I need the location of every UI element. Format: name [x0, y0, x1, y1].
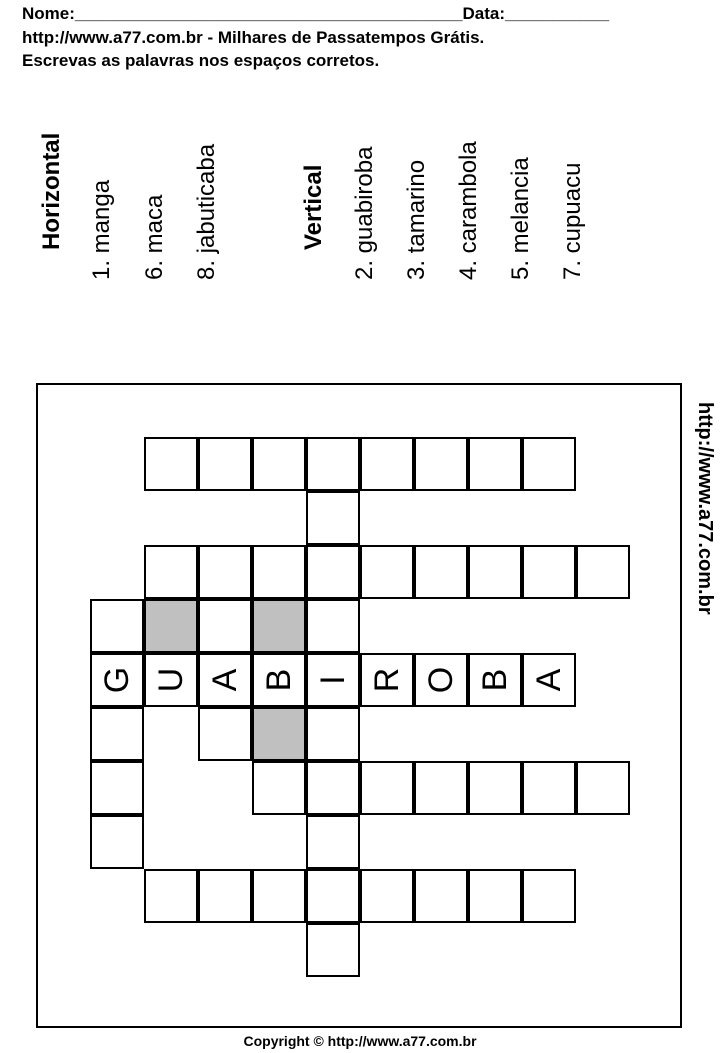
vertical-clue: 5. melancia: [507, 157, 534, 280]
grid-letter: I: [313, 675, 352, 685]
grid-cell[interactable]: [252, 869, 306, 923]
grid-letter: B: [475, 668, 514, 692]
grid-cell[interactable]: [306, 869, 360, 923]
grid-letter: O: [421, 666, 460, 694]
grid-cell[interactable]: [360, 437, 414, 491]
horizontal-clue: 1. manga: [88, 179, 115, 280]
grid-cell[interactable]: [468, 761, 522, 815]
side-url: http://www.a77.com.br: [694, 402, 716, 615]
grid-cell[interactable]: [306, 491, 360, 545]
grid-cell[interactable]: [468, 437, 522, 491]
grid-cell[interactable]: [522, 437, 576, 491]
horizontal-clue: 6. maca: [141, 194, 168, 280]
grid-cell[interactable]: [252, 653, 306, 707]
grid-cell[interactable]: [306, 545, 360, 599]
grid-cell[interactable]: [414, 869, 468, 923]
grid-cell[interactable]: [468, 653, 522, 707]
horizontal-title: Horizontal: [38, 132, 65, 250]
grid-cell[interactable]: [144, 653, 198, 707]
grid-cell[interactable]: [198, 653, 252, 707]
grid-cell[interactable]: [90, 599, 144, 653]
grid-cell[interactable]: [360, 653, 414, 707]
grid-letter: A: [205, 668, 244, 692]
grid-cell[interactable]: [144, 545, 198, 599]
grid-cell[interactable]: [306, 923, 360, 977]
instructions: Escrevas as palavras nos espaços corretos.: [22, 51, 380, 70]
horizontal-clue: 8. jabuticaba: [193, 143, 220, 280]
grid-cell[interactable]: [198, 437, 252, 491]
grid-cell[interactable]: [144, 437, 198, 491]
vertical-clue: 2. guabiroba: [351, 146, 378, 280]
grid-cell[interactable]: [522, 869, 576, 923]
grid-cell[interactable]: [144, 599, 198, 653]
grid-cell[interactable]: [306, 437, 360, 491]
grid-cell[interactable]: [576, 545, 630, 599]
grid-cell[interactable]: [522, 545, 576, 599]
grid-cell[interactable]: [198, 599, 252, 653]
grid-letter: U: [151, 667, 190, 693]
site-tagline: http://www.a77.com.br - Milhares de Passatempos Grátis.: [22, 28, 485, 47]
grid-cell[interactable]: [90, 707, 144, 761]
grid-cell[interactable]: [360, 869, 414, 923]
grid-cell[interactable]: [198, 707, 252, 761]
grid-cell[interactable]: [306, 815, 360, 869]
grid-letter: R: [367, 667, 406, 693]
grid-cell[interactable]: [522, 653, 576, 707]
grid-cell[interactable]: [468, 545, 522, 599]
grid-cell[interactable]: [306, 707, 360, 761]
grid-letter: G: [97, 666, 136, 694]
grid-cell[interactable]: [252, 761, 306, 815]
grid-cell[interactable]: [414, 437, 468, 491]
grid-cell[interactable]: [306, 653, 360, 707]
grid-cell[interactable]: [198, 869, 252, 923]
grid-cell[interactable]: [414, 761, 468, 815]
grid-cell[interactable]: [252, 437, 306, 491]
grid-letter: A: [529, 668, 568, 692]
vertical-clue: 3. tamarino: [403, 159, 430, 280]
name-date-line: Nome:_________________________________________Data:___________: [22, 4, 610, 23]
vertical-clue: 4. carambola: [455, 141, 482, 280]
grid-cell[interactable]: [252, 599, 306, 653]
grid-cell[interactable]: [90, 815, 144, 869]
grid-cell[interactable]: [360, 545, 414, 599]
grid-cell[interactable]: [306, 599, 360, 653]
grid-cell[interactable]: [576, 761, 630, 815]
copyright: Copyright © http://www.a77.com.br: [243, 1033, 477, 1049]
grid-cell[interactable]: [144, 869, 198, 923]
grid-letter: B: [259, 668, 298, 692]
grid-cell[interactable]: [522, 761, 576, 815]
grid-cell[interactable]: [414, 653, 468, 707]
grid-cell[interactable]: [360, 761, 414, 815]
vertical-title: Vertical: [300, 164, 327, 250]
vertical-clue: 7. cupuacu: [559, 162, 586, 280]
grid-cell[interactable]: [198, 545, 252, 599]
grid-cell[interactable]: [90, 653, 144, 707]
grid-cell[interactable]: [468, 869, 522, 923]
grid-cell[interactable]: [414, 545, 468, 599]
grid-cell[interactable]: [252, 545, 306, 599]
grid-cell[interactable]: [252, 707, 306, 761]
grid-cell[interactable]: [90, 761, 144, 815]
grid-cell[interactable]: [306, 761, 360, 815]
